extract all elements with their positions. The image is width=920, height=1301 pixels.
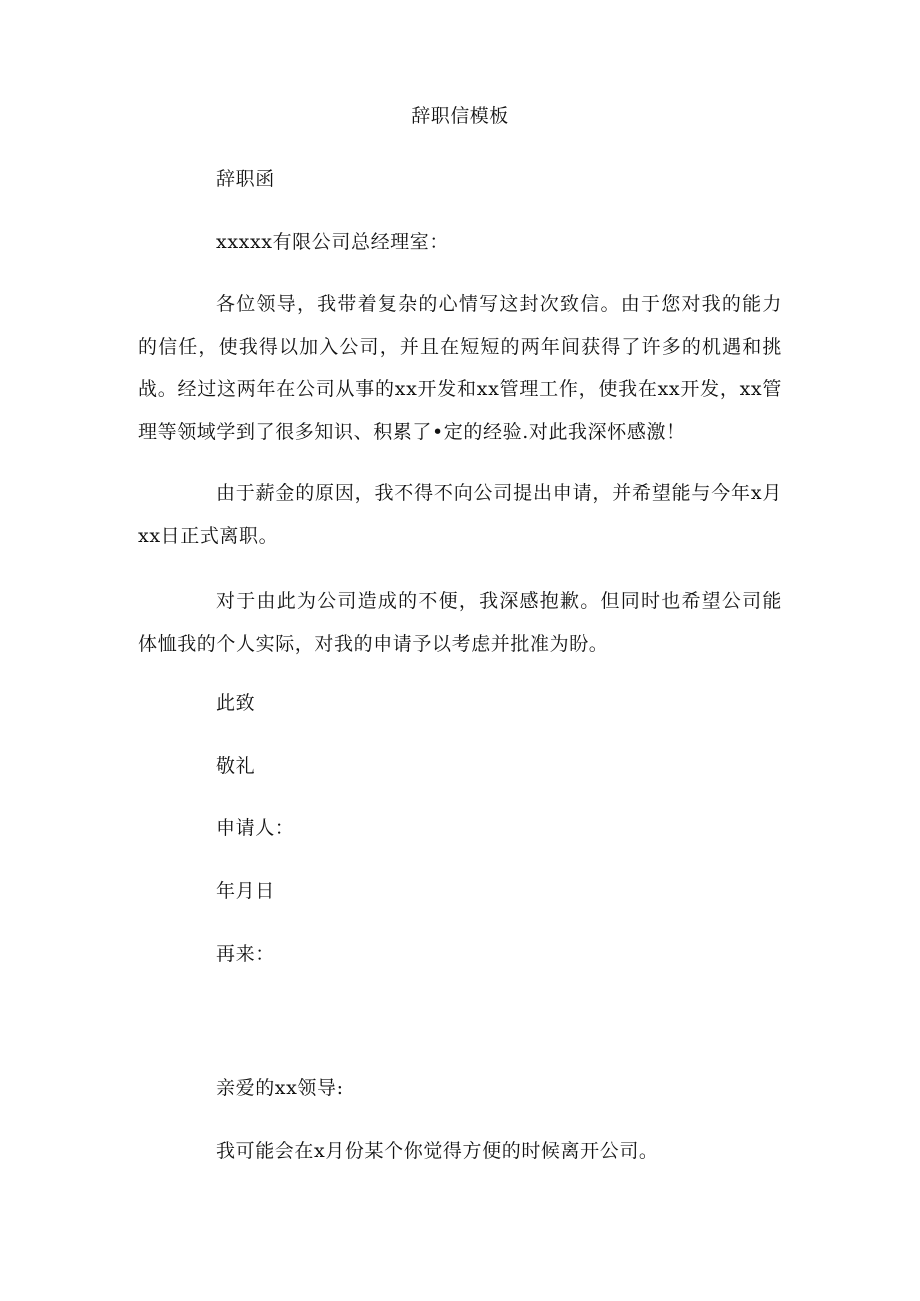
second-greeting: 亲爱的xx领导: — [216, 1077, 344, 1099]
paragraph-1: 各位领导，我带着复杂的心情写这封次致信。由于您对我的能力的信任，使我得以加入公司，并且在短短的两年间获得了许多的机遇和挑战。经过这两年在公司从事的xx开发和xx管理工作，使我在xx开发，xx管理等领域学到了很多知识、积累了•定的经验.对此我深怀感激！ — [138, 293, 782, 443]
letter-heading: 辞职函 — [216, 168, 275, 190]
closing-line: 此致 — [216, 692, 256, 714]
letter-recipient: xxxxx有限公司总经理室： — [216, 231, 449, 253]
paragraph-2: 由于薪金的原因，我不得不向公司提出申请，并希望能与今年x月xx日正式离职。 — [138, 482, 782, 547]
salute-line: 敬礼 — [216, 755, 256, 777]
date-label: 年月日 — [216, 880, 275, 902]
applicant-label: 申请人： — [216, 817, 295, 839]
document-title: 辞职信模板 — [411, 105, 509, 127]
second-heading: 再来： — [216, 943, 275, 965]
second-line: 我可能会在x月份某个你觉得方便的时候离开公司。 — [216, 1140, 659, 1162]
paragraph-3: 对于由此为公司造成的不便，我深感抱歉。但同时也希望公司能体恤我的个人实际，对我的申请予以考虑并批准为盼。 — [138, 590, 782, 655]
